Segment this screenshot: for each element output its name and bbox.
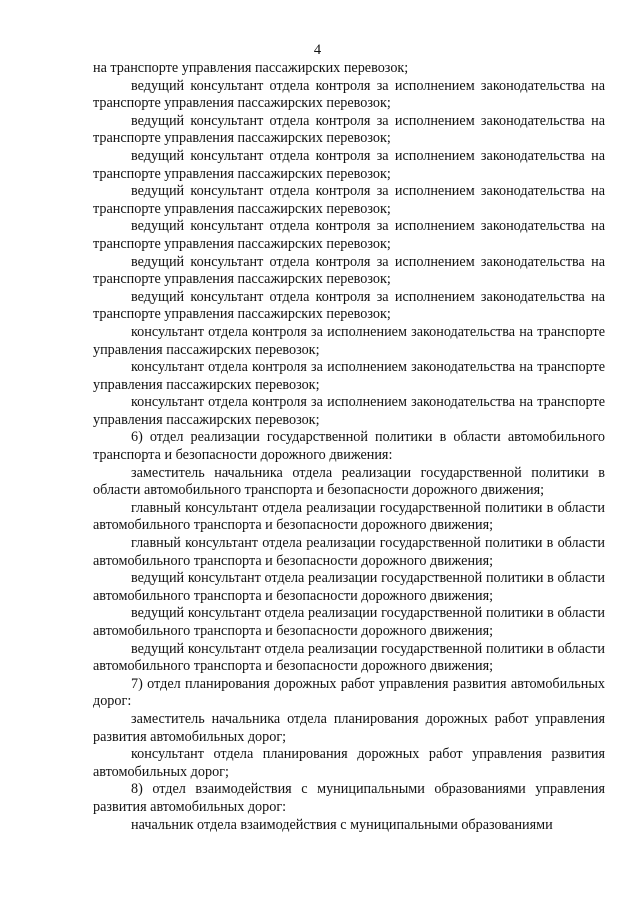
- paragraph-continuation: на транспорте управления пассажирских перевозок;: [93, 60, 409, 76]
- paragraph: ведущий консультант отдела контроля за исполнением законодательства на транспорте управления пассажирских перевозок;: [93, 288, 605, 323]
- paragraph: ведущий консультант отдела контроля за исполнением законодательства на транспорте управления пассажирских перевозок;: [93, 147, 605, 182]
- paragraph: ведущий консультант отдела контроля за исполнением законодательства на транспорте управления пассажирских перевозок;: [93, 183, 605, 217]
- paragraph: главный консультант отдела реализации государственной политики в области автомобильного транспорта и безопасности дорожного движения;: [93, 499, 605, 534]
- paragraph: главный консультант отдела реализации государственной политики в области автомобильного транспорта и безопасности дорожного движения;: [93, 535, 605, 569]
- paragraph: 6) отдел реализации государственной политики в области автомобильного транспорта и безопасности дорожного движения:: [93, 429, 605, 464]
- page-number: 4: [313, 42, 322, 58]
- paragraph: консультант отдела контроля за исполнением законодательства на транспорте управления пассажирских перевозок;: [93, 359, 605, 393]
- paragraph: ведущий консультант отдела контроля за исполнением законодательства на транспорте управления пассажирских перевозок;: [93, 112, 605, 147]
- paragraph: консультант отдела контроля за исполнением законодательства на транспорте управления пассажирских перевозок;: [93, 394, 605, 428]
- paragraph: ведущий консультант отдела реализации государственной политики в области автомобильного транспорта и безопасности дорожного движения;: [93, 640, 605, 675]
- paragraph: ведущий консультант отдела контроля за исполнением законодательства на транспорте управления пассажирских перевозок;: [93, 253, 605, 288]
- paragraph: начальник отдела взаимодействия с муниципальными образованиями: [131, 816, 553, 833]
- paragraph: ведущий консультант отдела контроля за исполнением законодательства на транспорте управления пассажирских перевозок;: [93, 77, 605, 112]
- paragraph: ведущий консультант отдела реализации государственной политики в области автомобильного транспорта и безопасности дорожного движения;: [93, 570, 605, 604]
- document-body: [93, 60, 605, 834]
- paragraph: 8) отдел взаимодействия с муниципальными образованиями управления развития автомобильных дорог:: [93, 781, 605, 815]
- paragraph: 7) отдел планирования дорожных работ управления развития автомобильных дорог:: [93, 675, 605, 710]
- paragraph: консультант отдела планирования дорожных работ управления развития автомобильных дорог;: [93, 746, 605, 780]
- paragraph: заместитель начальника отдела планирования дорожных работ управления развития автомобильных дорог;: [93, 710, 605, 745]
- paragraph: ведущий консультант отдела контроля за исполнением законодательства на транспорте управления пассажирских перевозок;: [93, 218, 605, 252]
- paragraph: ведущий консультант отдела реализации государственной политики в области автомобильного транспорта и безопасности дорожного движения;: [93, 605, 605, 639]
- paragraph: консультант отдела контроля за исполнением законодательства на транспорте управления пассажирских перевозок;: [93, 323, 605, 358]
- paragraph: заместитель начальника отдела реализации государственной политики в области автомобильного транспорта и безопасности дорожного движения;: [93, 464, 605, 499]
